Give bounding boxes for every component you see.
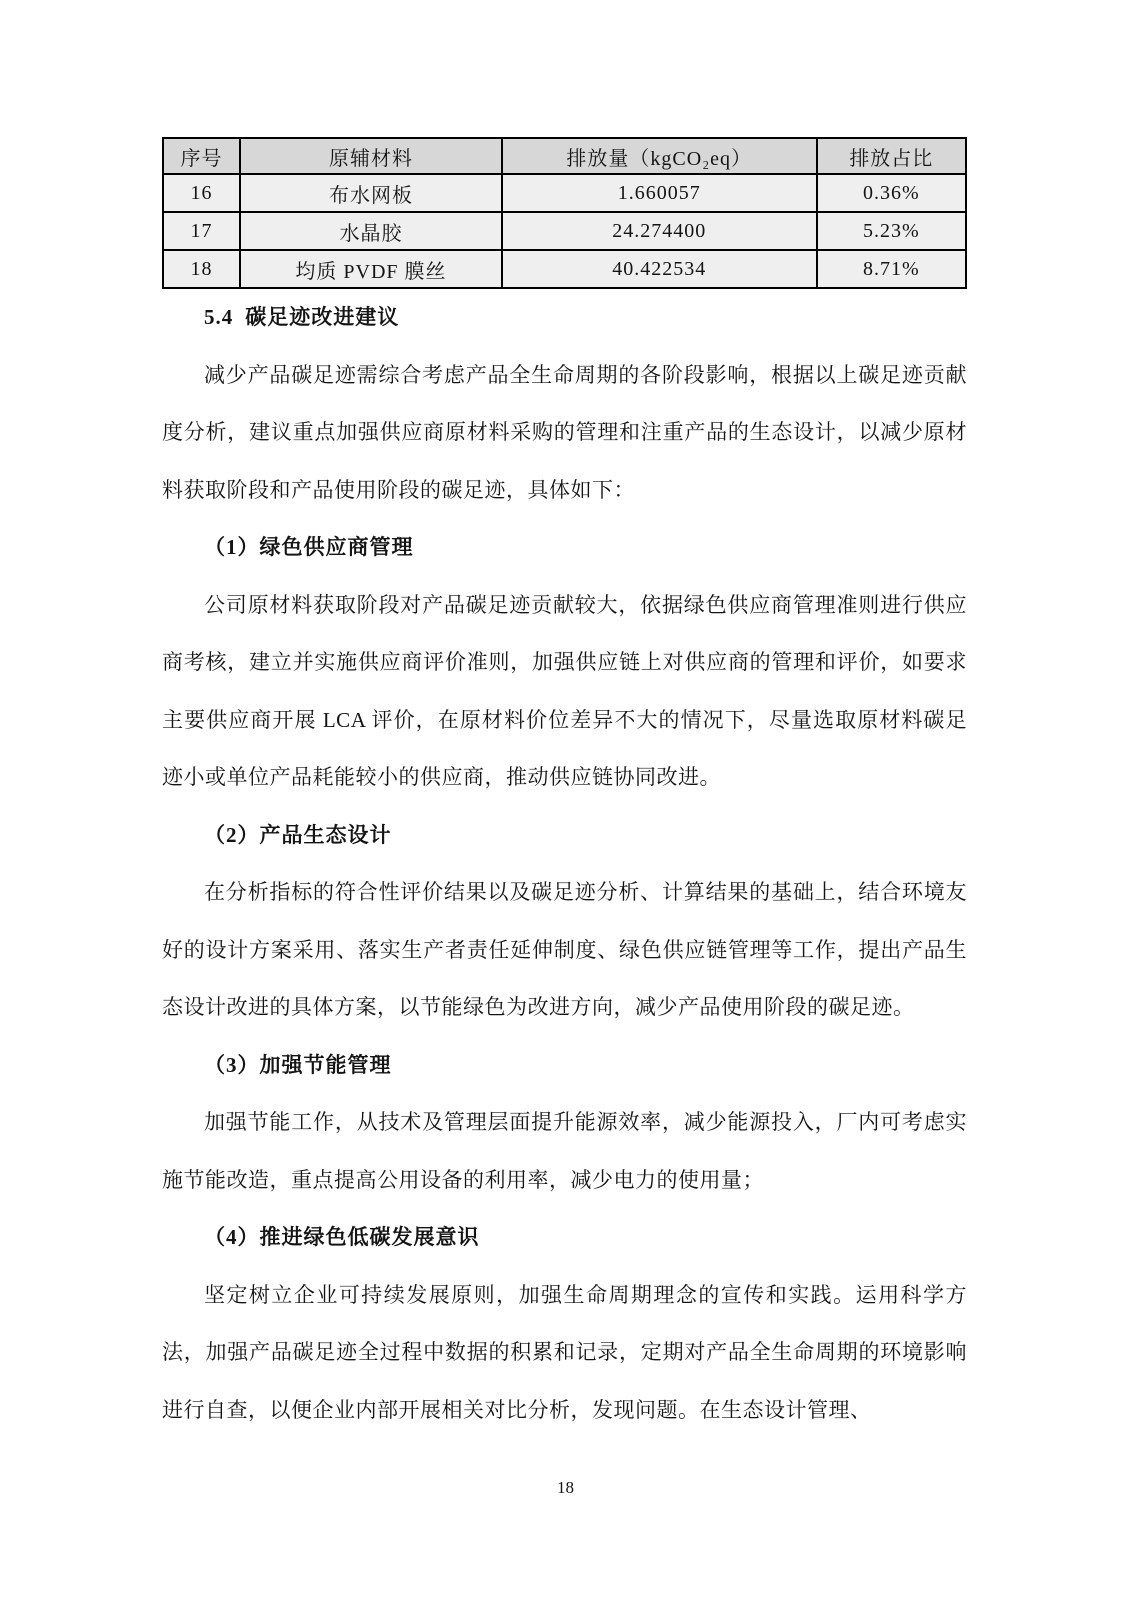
table-cell: 均质 PVDF 膜丝 <box>240 250 502 288</box>
table-cell: 水晶胶 <box>240 212 502 250</box>
table-cell: 16 <box>163 174 240 212</box>
table-cell: 5.23% <box>817 212 966 250</box>
subsection-heading-1: （1）绿色供应商管理 <box>204 535 414 559</box>
table-row <box>163 212 966 250</box>
subsection-paragraph-2: 在分析指标的符合性评价结果以及碳足迹分析、计算结果的基础上，结合环境友好的设计方案采用、落实生产者责任延伸制度、绿色供应链管理等工作，提出产品生态设计改进的具体方案，以节能绿色为改进方向，减少产品使用阶段的碳足迹。 <box>162 880 967 1019</box>
page-number: 18 <box>557 1478 574 1497</box>
table-header-row <box>163 138 966 174</box>
section-heading <box>162 289 967 347</box>
table-header-emission: 排放量（kgCO₂eq） <box>502 138 817 174</box>
table-header-index: 序号 <box>163 138 240 174</box>
table-cell: 24.274400 <box>502 212 817 250</box>
section-number: 5.4 <box>204 305 234 329</box>
table-cell: 布水网板 <box>240 174 502 212</box>
table-cell: 17 <box>163 212 240 250</box>
subsection-heading-4: （4）推进绿色低碳发展意识 <box>204 1225 480 1249</box>
table-row <box>163 174 966 212</box>
subsection-paragraph-4: 坚定树立企业可持续发展原则，加强生命周期理念的宣传和实践。运用科学方法，加强产品碳足迹全过程中数据的积累和记录，定期对产品全生命周期的环境影响进行自查，以便企业内部开展相关对比分析，发现问题。在生态设计管理、 <box>162 1282 967 1422</box>
subsection-paragraph-1: 公司原材料获取阶段对产品碳足迹贡献较大，依据绿色供应商管理准则进行供应商考核，建立并实施供应商评价准则，加强供应链上对供应商的管理和评价，如要求主要供应商开展 LCA 评价，在原材料价位差异不大的情况下，尽量选取原材料碳足迹小或单位产品耗能较小的供应商，推动供应链协同改进。 <box>162 592 967 789</box>
section-intro-paragraph: 减少产品碳足迹需综合考虑产品全生命周期的各阶段影响，根据以上碳足迹贡献度分析，建议重点加强供应商原材料采购的管理和注重产品的生态设计，以减少原材料获取阶段和产品使用阶段的碳足迹，具体如下： <box>162 362 967 502</box>
table-header-material: 原辅材料 <box>240 138 502 174</box>
table-row <box>163 250 966 288</box>
table-cell: 18 <box>163 250 240 288</box>
subsection-paragraph-3: 加强节能工作，从技术及管理层面提升能源效率，减少能源投入，厂内可考虑实施节能改造，重点提高公用设备的利用率，减少电力的使用量； <box>162 1110 967 1192</box>
table-cell: 8.71% <box>817 250 966 288</box>
section-title: 碳足迹改进建议 <box>245 305 400 329</box>
emission-table <box>162 137 967 289</box>
subsection-heading-3: （3）加强节能管理 <box>204 1052 392 1077</box>
table-header-share: 排放占比 <box>817 138 966 174</box>
table-cell: 0.36% <box>817 174 966 212</box>
subsection-heading-2: （2）产品生态设计 <box>204 822 392 847</box>
table-cell: 1.660057 <box>502 174 817 212</box>
table-cell: 40.422534 <box>502 250 817 288</box>
